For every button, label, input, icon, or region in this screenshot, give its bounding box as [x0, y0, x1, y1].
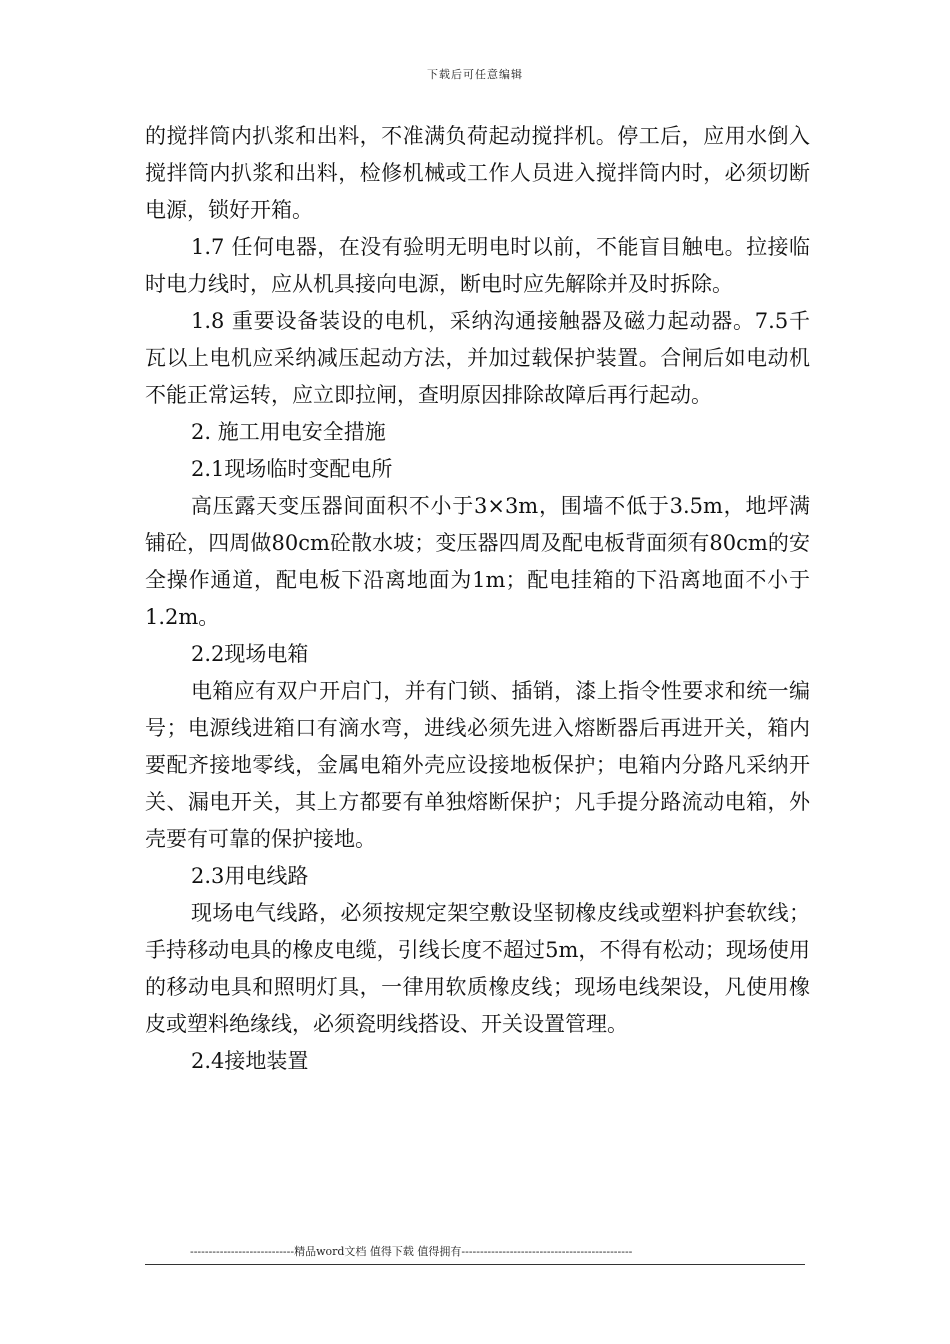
subsection-heading: 2.4接地装置	[191, 1049, 309, 1073]
paragraph: 电箱应有双户开启门，并有门锁、插销，漆上指令性要求和统一编号；电源线进箱口有滴水弯，进线必须先进入熔断器后再进开关，箱内要配齐接地零线，金属电箱外壳应设接地板保护；电箱内分路凡采纳开关、漏电开关，其上方都要有单独熔断保护；凡手提分路流动电箱，外壳要有可靠的保护接地。	[145, 679, 810, 851]
page-footer: ----------------------------精品word文档 值得下载 值得拥有----------------------------------------------	[190, 1245, 633, 1258]
page-header: 下载后可任意编辑	[427, 68, 523, 81]
subsection-heading: 2.2现场电箱	[191, 642, 309, 666]
section-heading: 2. 施工用电安全措施	[191, 420, 386, 444]
subsection-heading: 2.1现场临时变配电所	[191, 457, 393, 481]
paragraph: 高压露天变压器间面积不小于3×3m，围墙不低于3.5m，地坪满铺砼，四周做80cm砼散水坡；变压器四周及配电板背面须有80cm的安全操作通道，配电板下沿离地面为1m；配电挂箱的下沿离地面不小于1.2m。	[145, 494, 810, 629]
footer-divider	[145, 1264, 805, 1265]
paragraph: 1.7 任何电器，在没有验明无明电时以前，不能盲目触电。拉接临时电力线时，应从机具接向电源，断电时应先解除并及时拆除。	[145, 235, 810, 296]
subsection-heading: 2.3用电线路	[191, 864, 309, 888]
paragraph: 的搅拌筒内扒浆和出料，不准满负荷起动搅拌机。停工后，应用水倒入搅拌筒内扒浆和出料，检修机械或工作人员进入搅拌筒内时，必须切断电源，锁好开箱。	[145, 124, 810, 222]
document-body	[145, 118, 810, 1080]
paragraph: 现场电气线路，必须按规定架空敷设坚韧橡皮线或塑料护套软线；手持移动电具的橡皮电缆，引线长度不超过5m，不得有松动；现场使用的移动电具和照明灯具，一律用软质橡皮线；现场电线架设，凡使用橡皮或塑料绝缘线，必须瓷明线搭设、开关设置管理。	[145, 901, 810, 1036]
paragraph: 1.8 重要设备装设的电机，采纳沟通接触器及磁力起动器。7.5千瓦以上电机应采纳减压起动方法，并加过载保护装置。合闸后如电动机不能正常运转，应立即拉闸，查明原因排除故障后再行起动。	[145, 309, 810, 407]
